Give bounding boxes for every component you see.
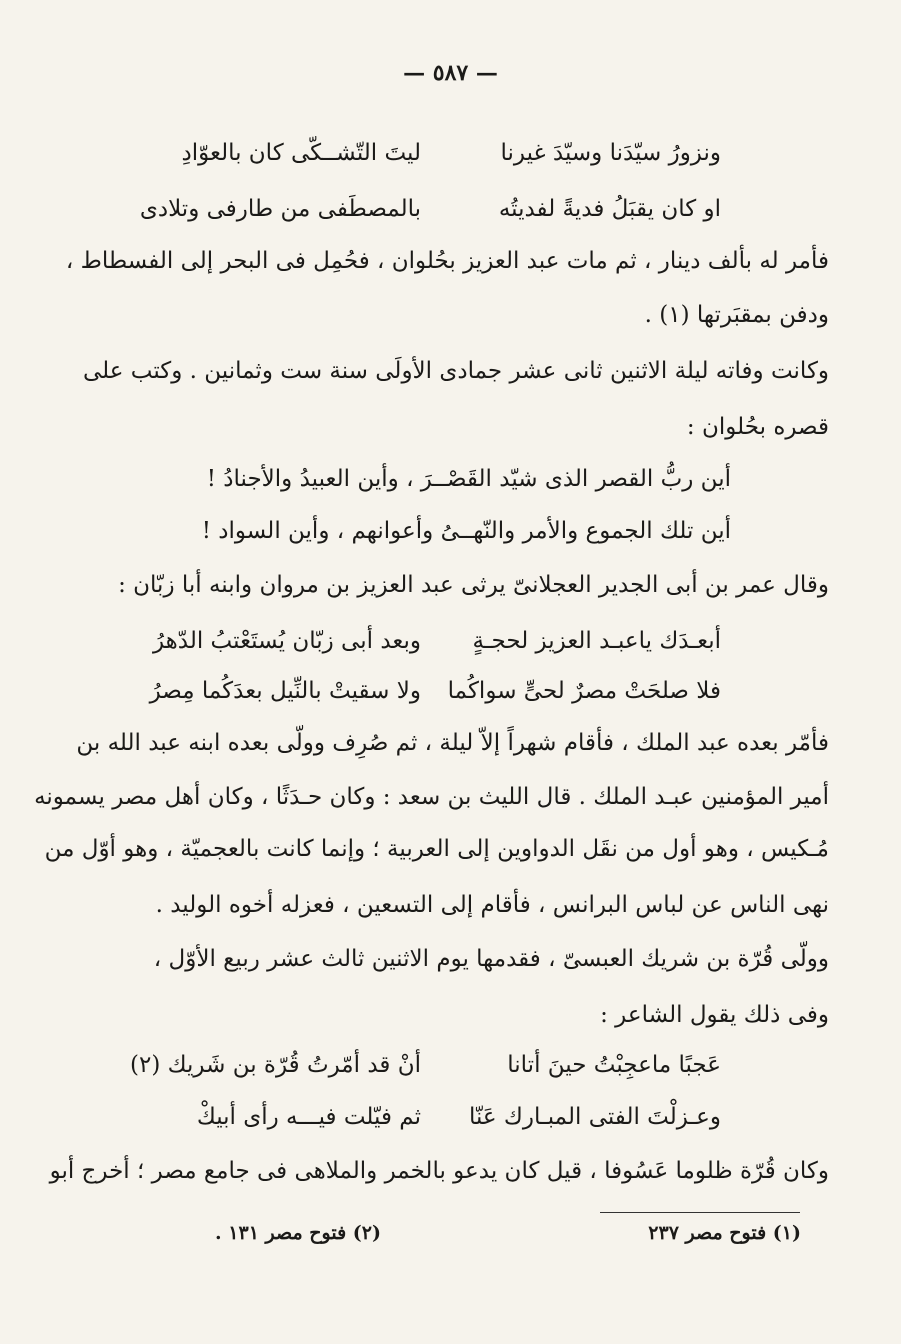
verse-hemistich: او كان يقبَلُ فديةً لفديتُه bbox=[498, 196, 721, 222]
text-line: أمير المؤمنين عبـد الملك . قال الليث بن سعد : وكان حـدَثًا ، وكان أهل مصر يسمونه bbox=[34, 784, 829, 810]
verse-hemistich: ليتَ التّشــكّى كان بالعوّادِ bbox=[181, 140, 421, 166]
verse-line bbox=[101, 140, 721, 180]
verse-hemistich: عَجبًا ماعجِبْتُ حينَ أتانا bbox=[507, 1052, 721, 1078]
verse-hemistich: ولا سقيتْ بالنِّيل بعدَكُما مِصرُ bbox=[149, 678, 421, 704]
verse-hemistich: أبعـدَك ياعبـد العزيز لحجـةٍ bbox=[472, 628, 721, 654]
verse-line bbox=[101, 678, 721, 718]
text-line: نهى الناس عن لباس البرانس ، فأقام إلى التسعين ، فعزله أخوه الوليد . bbox=[155, 892, 829, 918]
text-line: ودفن بمقبَرتها (١) . bbox=[644, 302, 829, 328]
verse-line bbox=[101, 1104, 721, 1144]
verse-hemistich: بالمصطَفى من طارفى وتلادى bbox=[139, 196, 421, 222]
verse-hemistich: ونزورُ سيّدَنا وسيّدَ غيرنا bbox=[500, 140, 721, 166]
text-line: وقال عمر بن أبى الجدير العجلانىّ يرثى عبد العزيز بن مروان وابنه أبا زبّان : bbox=[118, 572, 829, 598]
verse-line bbox=[101, 196, 721, 236]
text-line: وكان قُرّة ظلوما عَسُوفا ، قيل كان يدعو بالخمر والملاهى فى جامع مصر ؛ أخرج أبو bbox=[49, 1158, 829, 1184]
text-line: قصره بحُلوان : bbox=[686, 414, 829, 440]
verse-hemistich: وبعد أبى زبّان يُستَعْتبُ الدّهرُ bbox=[152, 628, 421, 654]
verse-hemistich: فلا صلحَتْ مصرٌ لحىٍّ سواكُما bbox=[447, 678, 721, 704]
footnote-1: (١) فتوح مصر ٢٣٧ bbox=[648, 1222, 801, 1244]
verse-hemistich: أنْ قد أمّرتُ قُرّة بن شَريك (٢) bbox=[130, 1052, 421, 1078]
text-line: مُـكيس ، وهو أول من نقَل الدواوين إلى العربية ؛ وإنما كانت بالعجميّة ، وهو أوّل من bbox=[44, 836, 829, 862]
verse-line bbox=[101, 1052, 721, 1092]
footnote-divider bbox=[600, 1212, 800, 1213]
footnote-2: (٢) فتوح مصر ١٣١ . bbox=[215, 1222, 381, 1244]
text-line: وفى ذلك يقول الشاعر : bbox=[600, 1002, 829, 1028]
text-line: وكانت وفاته ليلة الاثنين ثانى عشر جمادى الأولَى سنة ست وثمانين . وكتب على bbox=[82, 358, 829, 384]
text-line: وولّى قُرّة بن شريك العبسىّ ، فقدمها يوم الاثنين ثالث عشر ربيع الأوّل ، bbox=[153, 946, 829, 972]
verse-hemistich: ثم فيّلت فيـــه رأى أبيكْ bbox=[196, 1104, 421, 1130]
page-number: — ٥٨٧ — bbox=[403, 60, 498, 86]
text-line: فأمّر بعده عبد الملك ، فأقام شهراً إلاّ ليلة ، ثم صُرِف وولّى بعده ابنه عبد الله بن bbox=[76, 730, 829, 756]
verse-hemistich: وعـزلْتَ الفتى المبـارك عَنّا bbox=[468, 1104, 721, 1130]
text-line: فأمر له بألف دينار ، ثم مات عبد العزيز بحُلوان ، فحُمِل فى البحر إلى الفسطاط ، bbox=[65, 248, 829, 274]
verse-line bbox=[101, 628, 721, 668]
inscription-line: أين ربُّ القصر الذى شيّد القَصْــرَ ، وأين العبيدُ والأجنادُ ! bbox=[206, 466, 731, 492]
inscription-line: أين تلك الجموع والأمر والنّهــىُ وأعوانهم ، وأين السواد ! bbox=[201, 518, 731, 544]
